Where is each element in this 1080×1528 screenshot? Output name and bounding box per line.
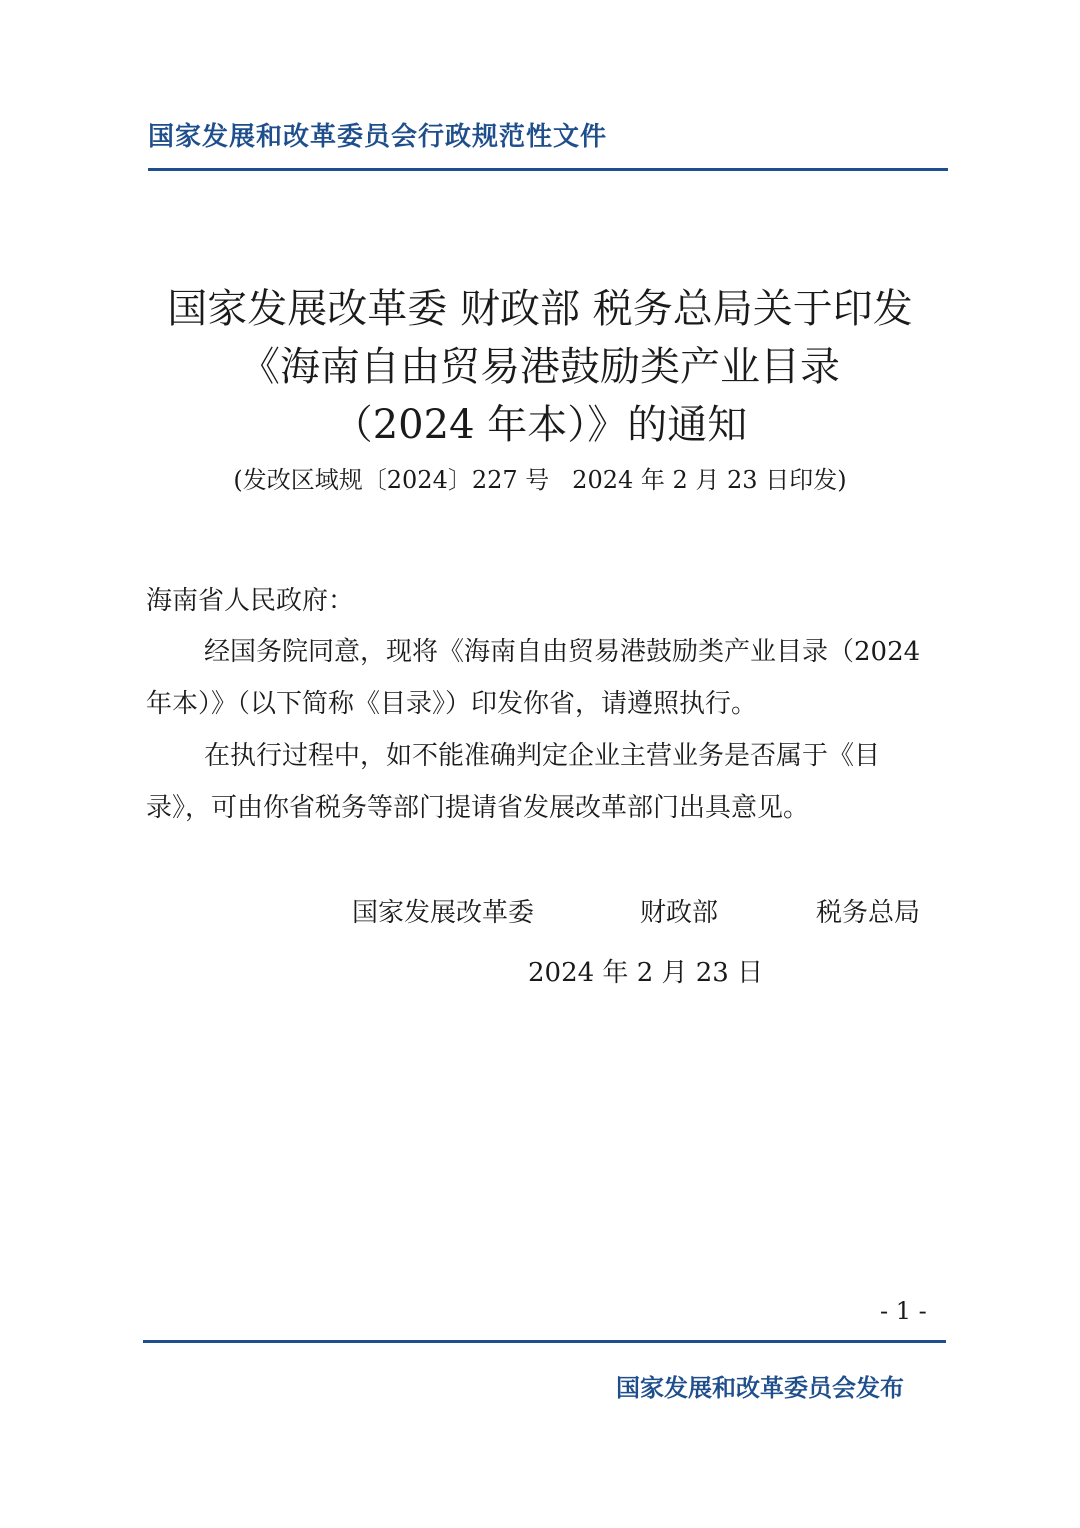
paragraph-line: 年本）》（以下简称《目录》）印发你省，请遵照执行。 bbox=[146, 689, 758, 719]
page-number: - 1 - bbox=[880, 1297, 927, 1325]
header-divider bbox=[148, 168, 948, 171]
document-title-line: 《海南自由贸易港鼓励类产业目录 bbox=[240, 344, 840, 390]
paragraph-line: 录》，可由你省税务等部门提请省发展改革部门出具意见。 bbox=[146, 793, 810, 823]
paragraph-line: 经国务院同意，现将《海南自由贸易港鼓励类产业目录（2024 bbox=[204, 637, 921, 667]
signer-sta: 税务总局 bbox=[816, 898, 921, 928]
document-title-line: （2024 年本）》的通知 bbox=[332, 402, 748, 448]
paragraph-line: 在执行过程中，如不能准确判定企业主营业务是否属于《目 bbox=[204, 741, 881, 771]
signature-date: 2024 年 2 月 23 日 bbox=[528, 958, 764, 988]
salutation: 海南省人民政府： bbox=[146, 586, 355, 616]
body-paragraph bbox=[146, 626, 946, 730]
document-number: (发改区域规〔2024〕227 号 2024 年 2 月 23 日印发) bbox=[233, 466, 847, 494]
footer-publisher: 国家发展和改革委员会发布 bbox=[616, 1374, 904, 1402]
signer-ndrc: 国家发展改革委 bbox=[352, 898, 535, 928]
footer-divider bbox=[143, 1340, 946, 1343]
header-title: 国家发展和改革委员会行政规范性文件 bbox=[148, 122, 608, 152]
body-paragraph bbox=[146, 730, 946, 834]
document-title bbox=[100, 280, 980, 454]
signer-mof: 财政部 bbox=[640, 898, 719, 928]
document-title-line: 国家发展改革委 财政部 税务总局关于印发 bbox=[167, 286, 913, 332]
